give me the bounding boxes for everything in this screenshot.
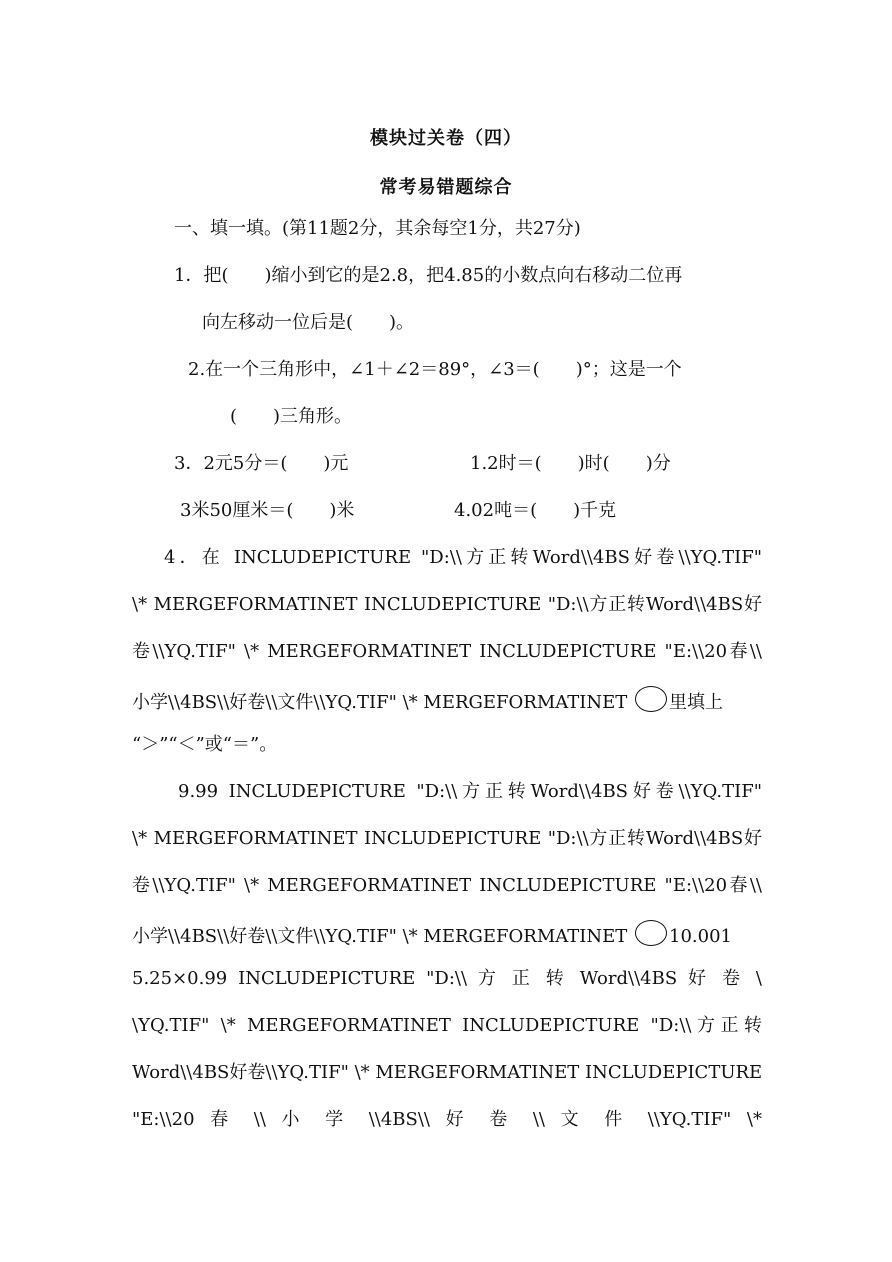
question-4-line-2: \* MERGEFORMATINET INCLUDEPICTURE "D:\\方正转Word\\4BS好 xyxy=(132,594,762,615)
question-4-line-1: 4．在 INCLUDEPICTURE "D:\\方正转Word\\4BS好卷\\YQ.TIF" xyxy=(164,547,762,568)
compare-item-2-line-3: Word\\4BS好卷\\YQ.TIF" \* MERGEFORMATINET INCLUDEPICTURE xyxy=(132,1062,763,1083)
question-1-line-1: 1．把( )缩小到它的是2.8，把4.85的小数点向右移动二位再 xyxy=(174,265,683,286)
question-3-item-b: 1.2时＝( )时( )分 xyxy=(470,453,671,474)
question-3-item-a: 3．2元5分＝( )元 xyxy=(174,453,349,474)
compare-item-1-line-4 xyxy=(132,920,732,949)
question-2-line-2: ( )三角形。 xyxy=(230,406,353,427)
compare-item-2-line-4: "E:\\20 春 \\ 小 学 \\4BS\\ 好 卷 \\ 文 件 \\YQ.TIF" \* xyxy=(132,1109,762,1130)
question-4-line-4 xyxy=(132,686,723,715)
compare-item-1-line-2: \* MERGEFORMATINET INCLUDEPICTURE "D:\\方正转Word\\4BS好 xyxy=(132,828,762,849)
question-4-line-4-suffix: 里填上 xyxy=(669,692,724,713)
question-1-line-2: 向左移动一位后是( )。 xyxy=(202,312,415,333)
compare-item-1-line-1: 9.99 INCLUDEPICTURE "D:\\方正转Word\\4BS好卷\\YQ.TIF" xyxy=(178,781,762,802)
compare-item-2-line-1: 5.25×0.99 INCLUDEPICTURE "D:\\ 方 正 转 Word\\4BS 好 卷 \ xyxy=(132,968,762,989)
compare-item-2-line-2: \YQ.TIF" \* MERGEFORMATINET INCLUDEPICTURE "D:\\方正转 xyxy=(132,1015,762,1036)
compare-item-1-line-3: 卷\\YQ.TIF" \* MERGEFORMATINET INCLUDEPICTURE "E:\\20春\\ xyxy=(132,875,762,896)
question-4-line-3: 卷\\YQ.TIF" \* MERGEFORMATINET INCLUDEPICTURE "E:\\20春\\ xyxy=(132,641,762,662)
question-3-item-c: 3米50厘米＝( )米 xyxy=(180,500,355,521)
page-subtitle: 常考易错题综合 xyxy=(379,177,513,198)
question-3-item-d: 4.02吨＝( )千克 xyxy=(454,500,617,521)
question-4-line-4-text: 小学\\4BS\\好卷\\文件\\YQ.TIF" \* MERGEFORMATINET xyxy=(132,692,628,713)
page-title: 模块过关卷（四） xyxy=(370,128,522,149)
question-4-line-5: “＞”“＜”或“＝”。 xyxy=(132,734,278,755)
section-heading: 一、填一填。(第11题2分，其余每空1分，共27分) xyxy=(174,218,581,239)
comparison-circle-icon xyxy=(635,686,667,712)
comparison-circle-icon xyxy=(635,920,667,946)
question-2-line-1: 2.在一个三角形中，∠1＋∠2＝89°，∠3＝( )°；这是一个 xyxy=(188,359,682,380)
compare-item-1-line-4-text: 小学\\4BS\\好卷\\文件\\YQ.TIF" \* MERGEFORMATINET xyxy=(132,926,628,947)
compare-item-1-value: 10.001 xyxy=(669,926,732,947)
